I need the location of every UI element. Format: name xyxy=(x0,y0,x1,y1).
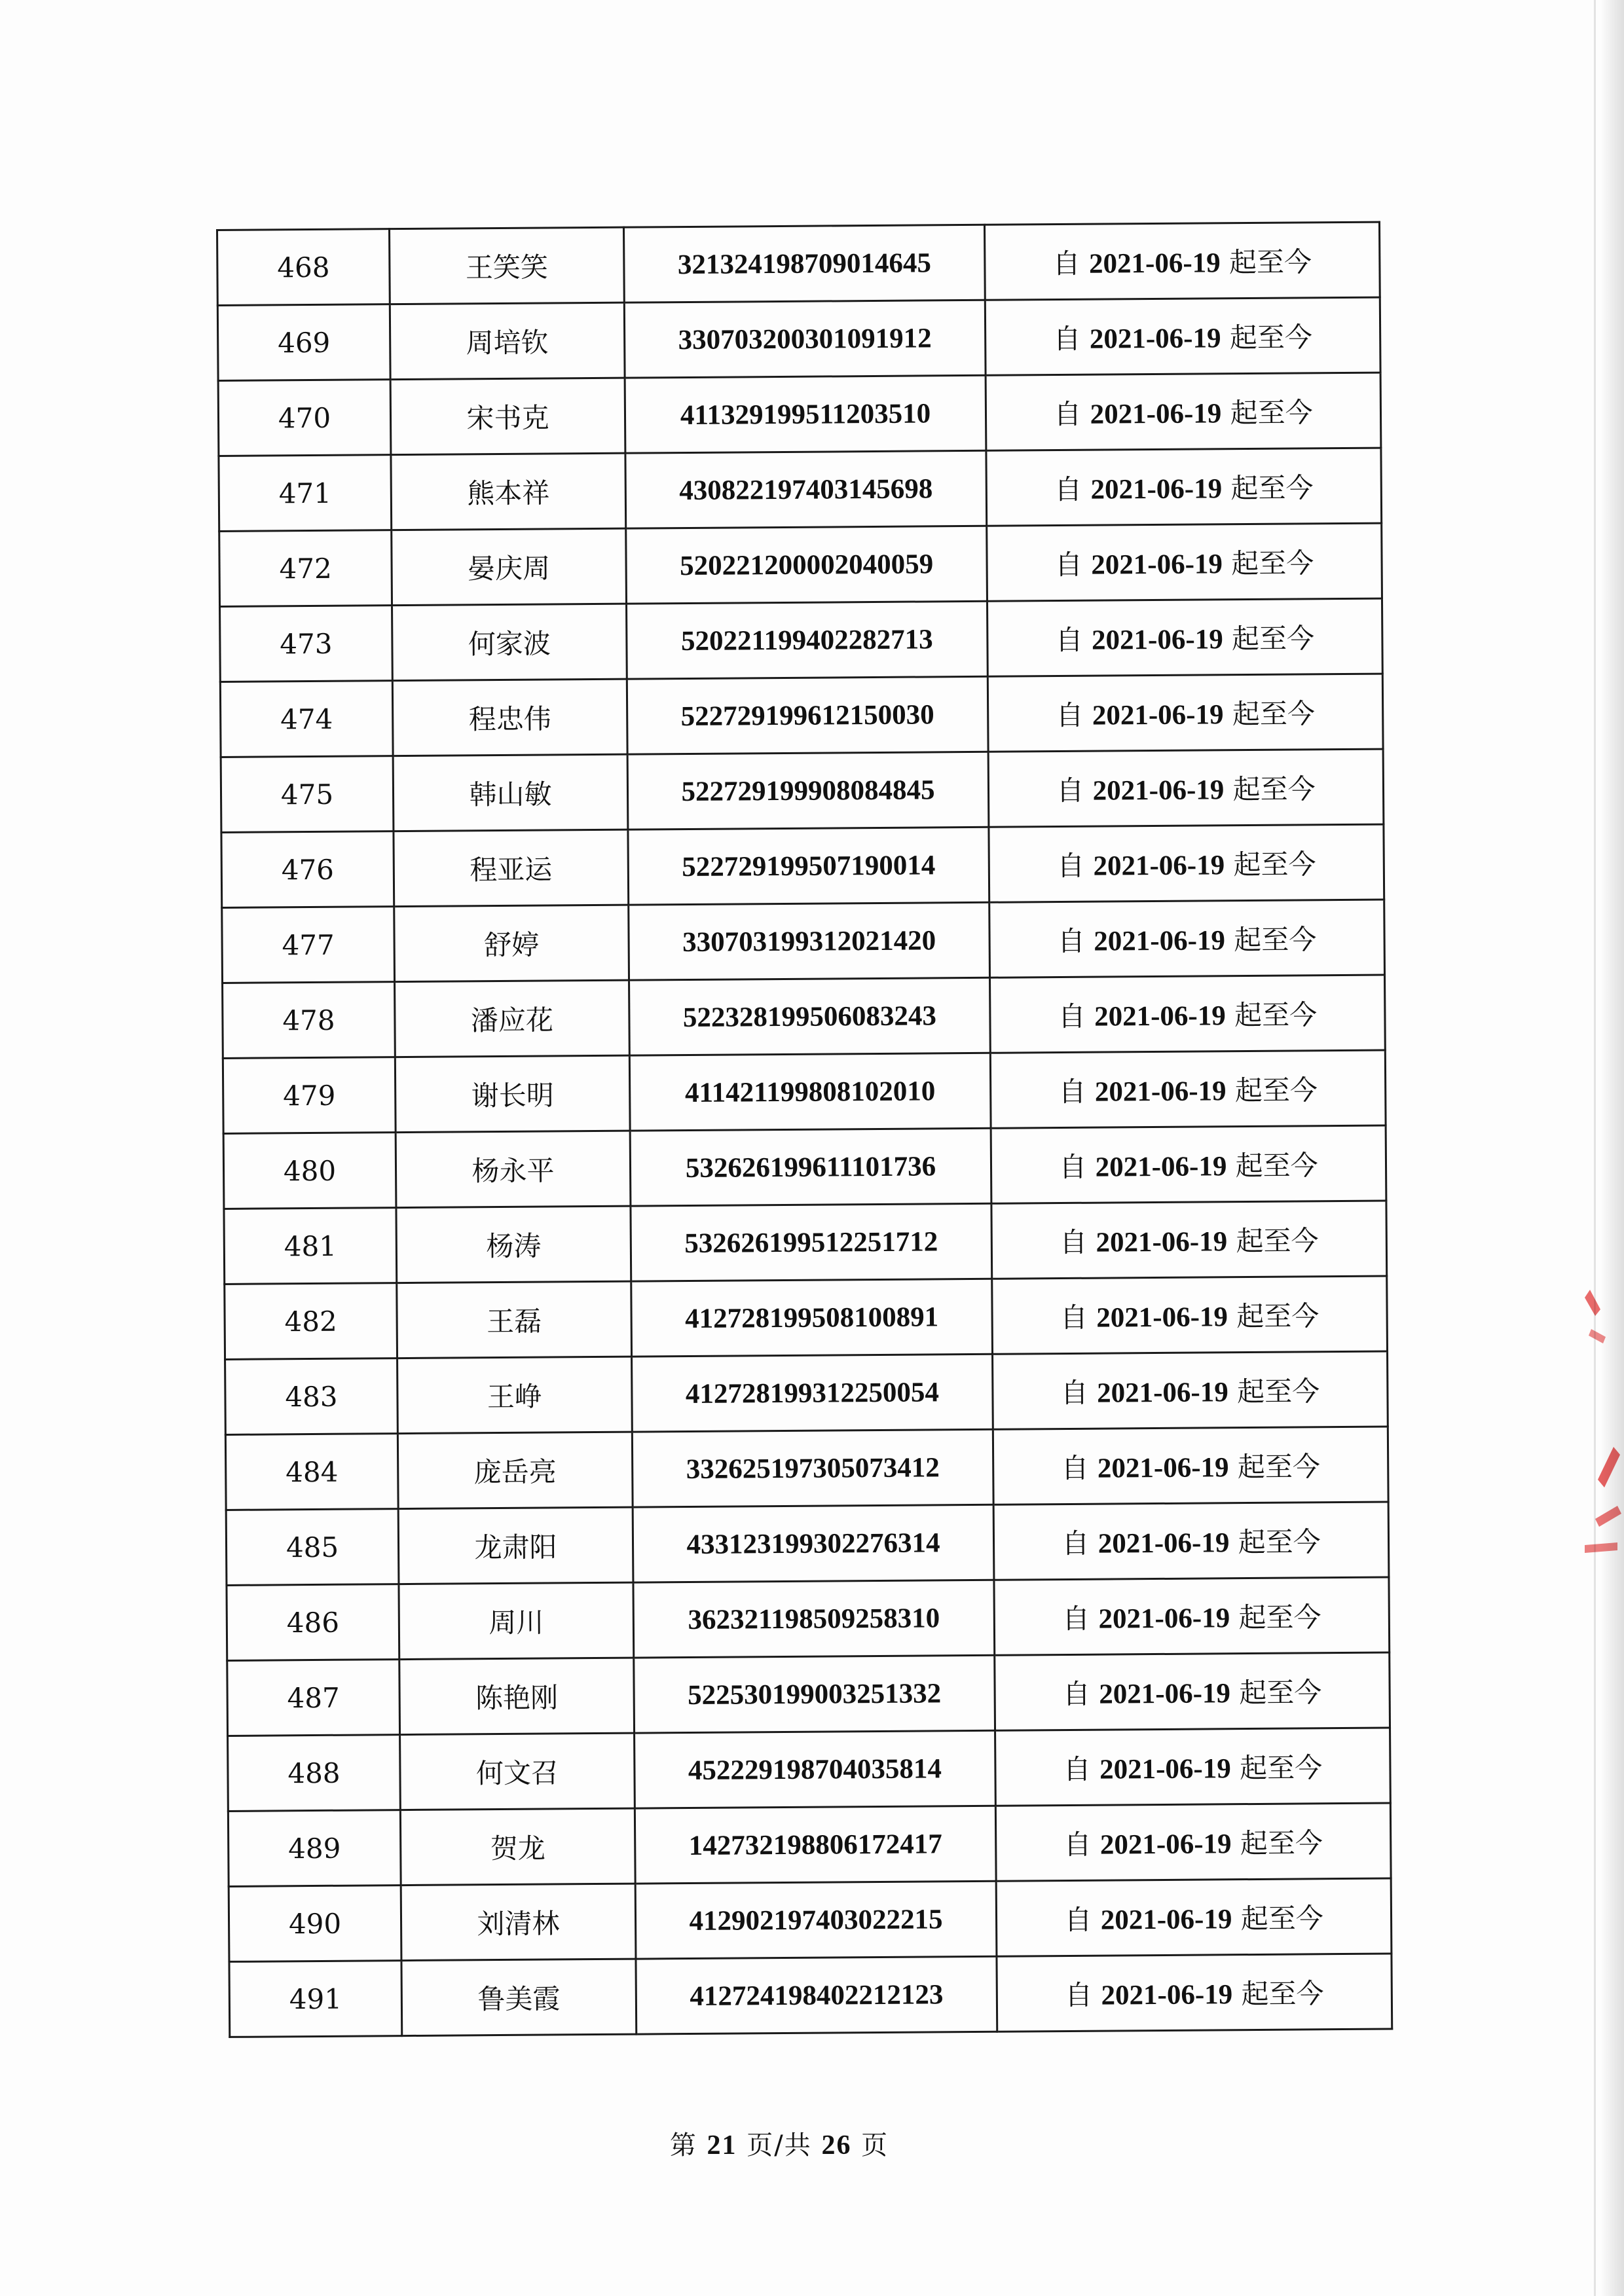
period-suffix: 起至今 xyxy=(1228,246,1312,279)
period-prefix: 自 xyxy=(1056,774,1084,807)
period-cell xyxy=(992,1276,1388,1354)
name-cell: 刘清林 xyxy=(401,1884,636,1960)
period-date: 2021-06-19 xyxy=(1099,1829,1232,1861)
period-date: 2021-06-19 xyxy=(1094,1000,1226,1032)
row-number-cell: 475 xyxy=(221,756,394,833)
name-cell: 何家波 xyxy=(392,604,627,680)
period-cell xyxy=(987,523,1382,601)
period-prefix: 自 xyxy=(1060,1301,1088,1334)
name-cell: 王磊 xyxy=(397,1281,632,1358)
period-prefix: 自 xyxy=(1063,1828,1092,1861)
period-prefix: 自 xyxy=(1057,924,1086,958)
row-number-cell: 488 xyxy=(228,1735,401,1812)
table-row xyxy=(229,1954,1392,2037)
id-number-cell: 330703200301091912 xyxy=(624,300,986,378)
period-cell xyxy=(995,1803,1391,1881)
period-prefix: 自 xyxy=(1059,1150,1087,1184)
period-cell xyxy=(991,1201,1387,1279)
period-cell xyxy=(993,1427,1388,1504)
row-number-cell: 476 xyxy=(221,831,394,908)
id-number-cell: 522729199507190014 xyxy=(628,827,989,905)
period-date: 2021-06-19 xyxy=(1091,549,1223,581)
table-row xyxy=(223,975,1386,1058)
period-cell xyxy=(988,749,1384,827)
id-number-cell: 411329199511203510 xyxy=(625,375,986,453)
page-footer xyxy=(0,2124,1559,2162)
id-number-cell: 412728199508100891 xyxy=(631,1279,993,1357)
name-cell: 鲁美霞 xyxy=(401,1959,637,2035)
period-cell xyxy=(989,824,1384,902)
table-row xyxy=(219,448,1382,531)
period-cell xyxy=(995,1652,1390,1730)
period-date: 2021-06-19 xyxy=(1091,624,1223,656)
period-suffix: 起至今 xyxy=(1239,1676,1322,1709)
footer-middle: 页/共 xyxy=(747,2130,812,2160)
period-prefix: 自 xyxy=(1061,1527,1090,1560)
period-suffix: 起至今 xyxy=(1241,1977,1324,2011)
period-cell xyxy=(986,448,1382,526)
footer-suffix: 页 xyxy=(861,2130,889,2160)
name-cell: 龙肃阳 xyxy=(398,1507,633,1584)
footer-prefix: 第 xyxy=(669,2130,697,2160)
footer-current-page: 21 xyxy=(707,2130,737,2160)
name-cell: 周培钦 xyxy=(390,302,625,379)
period-date: 2021-06-19 xyxy=(1101,1979,1233,2011)
period-prefix: 自 xyxy=(1054,548,1083,581)
row-number-cell: 483 xyxy=(225,1358,398,1435)
row-number-cell: 470 xyxy=(218,380,391,456)
name-cell: 庞岳亮 xyxy=(397,1432,633,1508)
name-cell: 杨涛 xyxy=(396,1206,631,1283)
period-cell xyxy=(991,1125,1386,1203)
row-number-cell: 485 xyxy=(226,1509,399,1586)
period-suffix: 起至今 xyxy=(1229,321,1313,354)
period-cell xyxy=(987,598,1382,676)
row-number-cell: 491 xyxy=(229,1961,402,2037)
period-prefix: 自 xyxy=(1053,322,1081,355)
row-number-cell: 471 xyxy=(219,455,392,532)
row-number-cell: 478 xyxy=(223,982,396,1059)
table-row xyxy=(226,1502,1389,1585)
period-cell xyxy=(997,1954,1392,2032)
name-cell: 谢长明 xyxy=(395,1055,630,1132)
row-number-cell: 490 xyxy=(229,1886,401,1962)
table-row xyxy=(220,674,1383,757)
period-date: 2021-06-19 xyxy=(1094,925,1226,957)
period-cell xyxy=(984,222,1380,300)
period-date: 2021-06-19 xyxy=(1098,1527,1230,1559)
name-cell: 王峥 xyxy=(397,1357,633,1433)
scan-edge-line xyxy=(1594,0,1596,2296)
id-number-cell: 522328199506083243 xyxy=(629,977,991,1055)
name-cell: 程亚运 xyxy=(394,829,629,906)
period-cell xyxy=(994,1577,1390,1655)
id-number-cell: 411421199808102010 xyxy=(629,1053,991,1131)
table-row xyxy=(218,373,1381,456)
id-number-cell: 321324198709014645 xyxy=(623,225,985,302)
period-prefix: 自 xyxy=(1058,1075,1086,1108)
period-cell xyxy=(990,1050,1386,1128)
row-number-cell: 489 xyxy=(228,1810,401,1887)
period-prefix: 自 xyxy=(1058,1000,1086,1033)
table-row xyxy=(225,1276,1388,1359)
id-number-cell: 532626199512251712 xyxy=(631,1203,992,1281)
name-cell: 王笑笑 xyxy=(390,227,625,304)
id-number-cell: 412728199312250054 xyxy=(632,1354,993,1432)
period-suffix: 起至今 xyxy=(1236,1224,1319,1258)
period-date: 2021-06-19 xyxy=(1099,1678,1231,1710)
period-prefix: 自 xyxy=(1059,1226,1088,1259)
period-cell xyxy=(993,1351,1388,1429)
period-suffix: 起至今 xyxy=(1234,998,1318,1032)
period-cell xyxy=(993,1502,1389,1580)
name-cell: 程忠伟 xyxy=(392,679,627,756)
row-number-cell: 469 xyxy=(217,304,390,381)
roster-table-body xyxy=(217,222,1392,2037)
period-date: 2021-06-19 xyxy=(1096,1226,1228,1258)
table-row xyxy=(225,1351,1388,1434)
period-prefix: 自 xyxy=(1052,247,1080,280)
id-number-cell: 330703199312021420 xyxy=(629,902,990,980)
table-row xyxy=(224,1201,1387,1284)
period-date: 2021-06-19 xyxy=(1099,1753,1231,1785)
period-suffix: 起至今 xyxy=(1234,1074,1318,1107)
id-number-cell: 522729199612150030 xyxy=(627,676,988,754)
id-number-cell: 430822197403145698 xyxy=(625,450,987,528)
period-suffix: 起至今 xyxy=(1232,697,1316,731)
table-row xyxy=(217,222,1380,305)
period-suffix: 起至今 xyxy=(1235,1149,1318,1182)
period-prefix: 自 xyxy=(1064,1903,1092,1937)
table-row xyxy=(227,1652,1390,1736)
period-prefix: 自 xyxy=(1054,473,1082,506)
table-row xyxy=(221,824,1384,907)
period-prefix: 自 xyxy=(1060,1376,1088,1410)
id-number-cell: 412902197403022215 xyxy=(635,1881,997,1959)
table-row xyxy=(221,749,1384,832)
id-number-cell: 522530199003251332 xyxy=(634,1655,995,1733)
period-cell xyxy=(985,297,1380,375)
name-cell: 何文召 xyxy=(400,1733,635,1810)
row-number-cell: 474 xyxy=(220,681,393,757)
row-number-cell: 477 xyxy=(222,907,395,983)
period-suffix: 起至今 xyxy=(1230,471,1314,505)
period-date: 2021-06-19 xyxy=(1096,1377,1228,1409)
period-suffix: 起至今 xyxy=(1232,773,1316,806)
period-date: 2021-06-19 xyxy=(1088,247,1221,280)
period-date: 2021-06-19 xyxy=(1089,323,1221,355)
period-prefix: 自 xyxy=(1064,1978,1093,2012)
period-cell xyxy=(996,1878,1392,1956)
period-prefix: 自 xyxy=(1056,699,1084,732)
table-row xyxy=(228,1728,1391,1811)
period-prefix: 自 xyxy=(1062,1677,1091,1711)
id-number-cell: 522729199908084845 xyxy=(627,752,989,829)
table-row xyxy=(227,1577,1390,1660)
name-cell: 潘应花 xyxy=(395,980,630,1057)
id-number-cell: 520221200002040059 xyxy=(626,526,987,604)
period-date: 2021-06-19 xyxy=(1096,1302,1228,1334)
name-cell: 熊本祥 xyxy=(391,453,626,530)
name-cell: 宋书克 xyxy=(390,378,625,454)
name-cell: 周川 xyxy=(399,1582,634,1659)
row-number-cell: 473 xyxy=(220,606,393,682)
period-date: 2021-06-19 xyxy=(1090,398,1222,430)
period-suffix: 起至今 xyxy=(1234,923,1317,957)
id-number-cell: 452229198704035814 xyxy=(635,1730,996,1808)
period-suffix: 起至今 xyxy=(1237,1450,1321,1484)
table-row xyxy=(219,523,1382,606)
period-cell xyxy=(990,975,1386,1053)
id-number-cell: 142732198806172417 xyxy=(635,1806,996,1884)
row-number-cell: 481 xyxy=(224,1208,397,1285)
period-date: 2021-06-19 xyxy=(1100,1904,1232,1936)
name-cell: 贺龙 xyxy=(400,1808,635,1885)
period-suffix: 起至今 xyxy=(1238,1601,1321,1634)
period-suffix: 起至今 xyxy=(1236,1375,1320,1408)
period-prefix: 自 xyxy=(1063,1753,1091,1786)
table-row xyxy=(217,297,1380,380)
row-number-cell: 468 xyxy=(217,229,390,306)
period-suffix: 起至今 xyxy=(1240,1902,1323,1935)
id-number-cell: 433123199302276314 xyxy=(633,1504,994,1582)
id-number-cell: 520221199402282713 xyxy=(627,601,988,679)
row-number-cell: 480 xyxy=(223,1133,396,1209)
period-suffix: 起至今 xyxy=(1230,396,1313,429)
table-row xyxy=(223,1050,1386,1133)
period-suffix: 起至今 xyxy=(1231,622,1315,655)
period-suffix: 起至今 xyxy=(1231,547,1314,580)
row-number-cell: 482 xyxy=(225,1283,397,1360)
period-prefix: 自 xyxy=(1054,397,1082,431)
period-suffix: 起至今 xyxy=(1238,1525,1321,1559)
scan-edge-shadow xyxy=(1600,0,1624,2296)
period-cell xyxy=(995,1728,1391,1806)
row-number-cell: 486 xyxy=(227,1584,399,1661)
table-row xyxy=(220,598,1383,682)
period-prefix: 自 xyxy=(1056,849,1085,883)
row-number-cell: 487 xyxy=(227,1660,400,1736)
table-row xyxy=(222,900,1385,983)
period-suffix: 起至今 xyxy=(1236,1300,1320,1333)
period-date: 2021-06-19 xyxy=(1098,1603,1230,1635)
roster-table xyxy=(216,221,1393,2038)
period-cell xyxy=(986,373,1381,450)
name-cell: 舒婷 xyxy=(394,905,629,981)
id-number-cell: 532626199611101736 xyxy=(630,1128,991,1206)
name-cell: 韩山敏 xyxy=(393,754,628,831)
period-date: 2021-06-19 xyxy=(1090,473,1223,505)
period-suffix: 起至今 xyxy=(1240,1827,1323,1860)
table-row xyxy=(225,1427,1388,1510)
period-cell xyxy=(989,900,1385,977)
id-number-cell: 412724198402212123 xyxy=(636,1956,997,2034)
table-row xyxy=(228,1803,1391,1886)
table-row xyxy=(223,1125,1386,1209)
period-date: 2021-06-19 xyxy=(1097,1452,1229,1484)
row-number-cell: 472 xyxy=(219,530,392,607)
table-row xyxy=(229,1878,1392,1961)
id-number-cell: 362321198509258310 xyxy=(633,1580,995,1658)
id-number-cell: 332625197305073412 xyxy=(632,1429,993,1507)
row-number-cell: 484 xyxy=(225,1434,398,1510)
name-cell: 陈艳刚 xyxy=(399,1658,635,1734)
period-suffix: 起至今 xyxy=(1239,1751,1323,1785)
period-date: 2021-06-19 xyxy=(1093,850,1225,882)
period-prefix: 自 xyxy=(1061,1602,1090,1635)
period-suffix: 起至今 xyxy=(1233,848,1316,881)
period-date: 2021-06-19 xyxy=(1092,699,1224,731)
name-cell: 晏庆周 xyxy=(392,528,627,605)
period-date: 2021-06-19 xyxy=(1092,774,1225,807)
footer-total-pages: 26 xyxy=(821,2130,852,2160)
period-date: 2021-06-19 xyxy=(1095,1151,1227,1183)
period-date: 2021-06-19 xyxy=(1094,1076,1227,1108)
period-cell xyxy=(987,674,1383,752)
row-number-cell: 479 xyxy=(223,1057,396,1134)
period-prefix: 自 xyxy=(1055,623,1083,657)
roster-table-container xyxy=(216,221,1384,2038)
name-cell: 杨永平 xyxy=(396,1131,631,1207)
period-prefix: 自 xyxy=(1061,1451,1089,1485)
